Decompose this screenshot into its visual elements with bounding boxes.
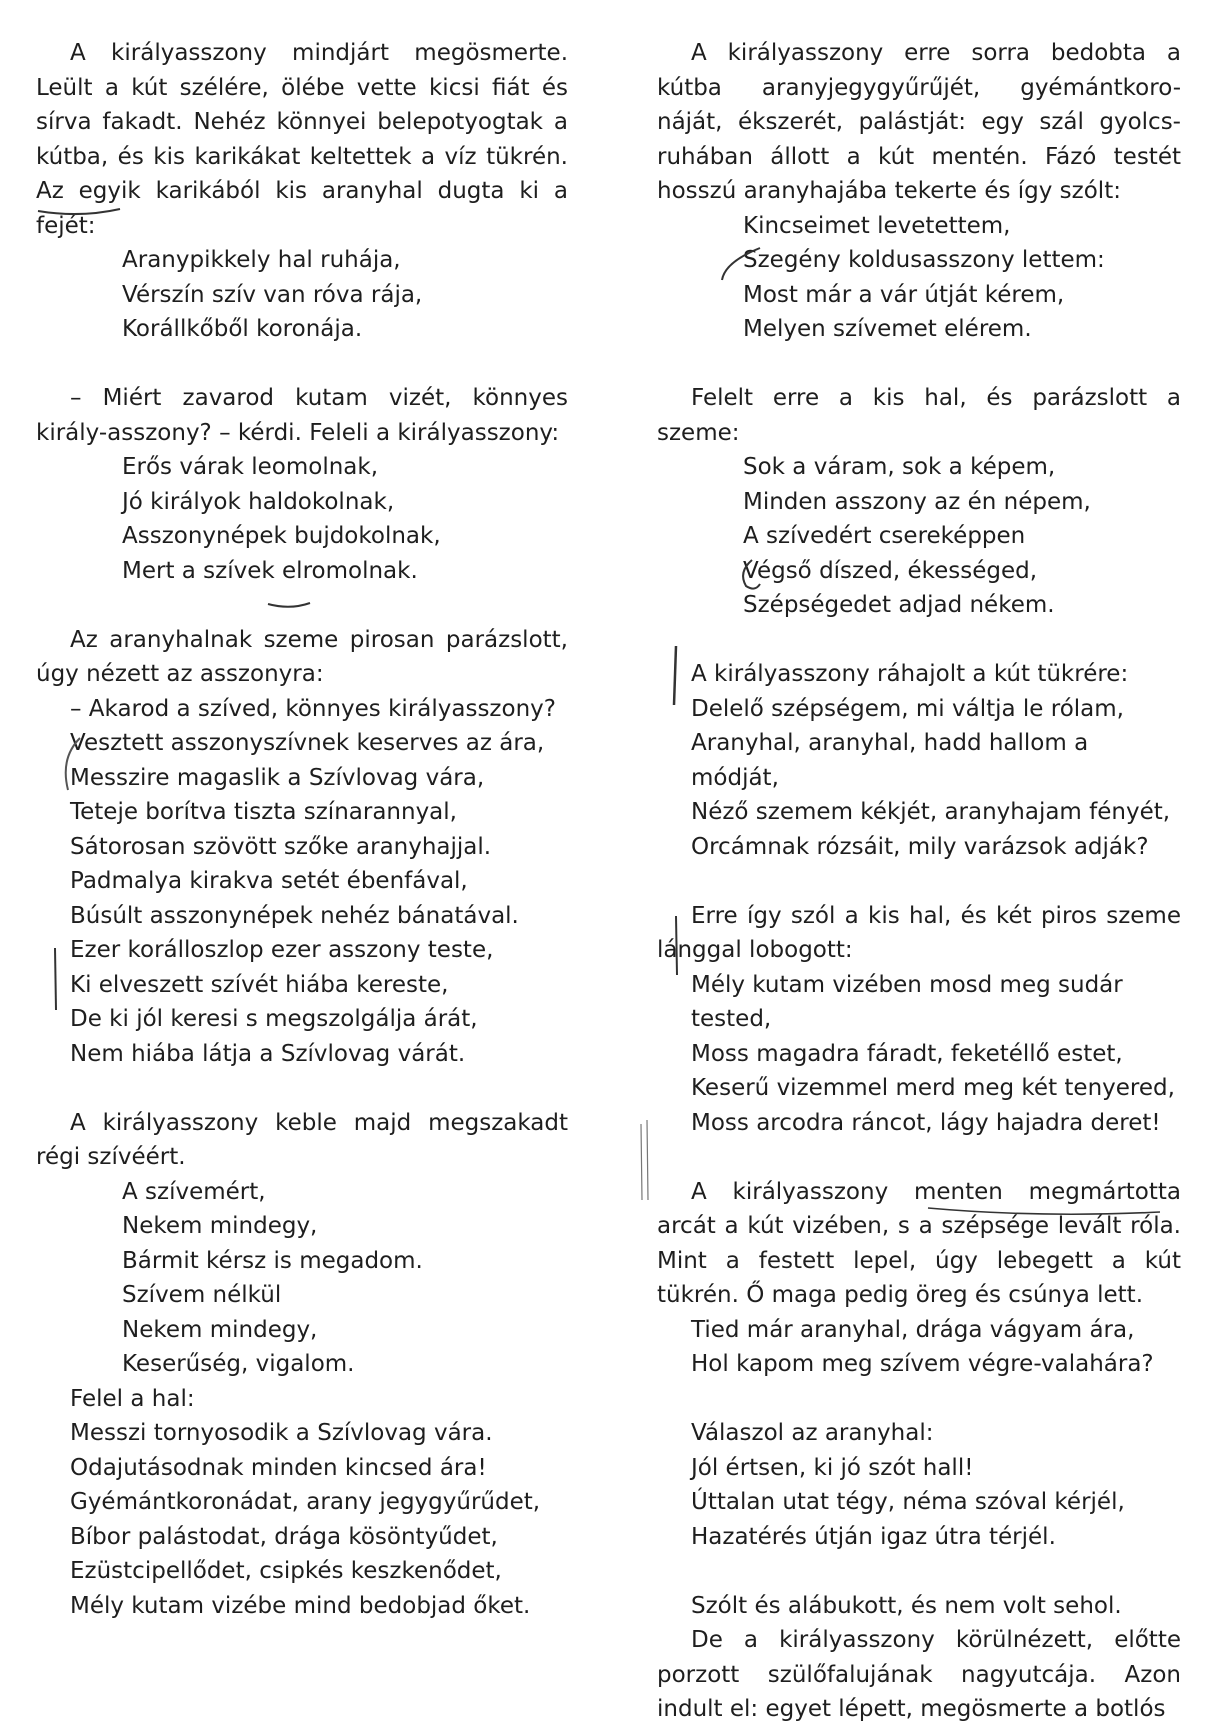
verse-line: Kincseimet levetettem, [743,212,1011,239]
paragraph: A királyasszony menten megmártotta arcát a kút vizében, s a szépsége levált róla. Mint a festett lepel, úgy lebegett a kút tükrén. Ő maga pedig öreg és csúnya lett. [657,1178,1181,1308]
text-line: Válaszol az aranyhal: [691,1420,934,1446]
text-line: Néző szemem kékjét, aranyhajam fényét, [691,799,1171,825]
verse-line: Asszonynépek bujdokolnak, [122,523,441,549]
text-line: Úttalan utat tégy, néma szóval kérjél, [691,1489,1125,1515]
paragraph: – Miért zavarod kutam vizét, könnyes király-asszony? – kérdi. Feleli a királyasszony: [36,385,568,446]
text-line: Delelő szépségem, mi váltja le rólam, [691,695,1124,722]
paragraph: Erre így szól a kis hal, és két piros szeme lánggal lobogott: [657,902,1181,963]
verse-line: A szívemért, [122,1178,266,1205]
verse-line: Erős várak leomolnak, [122,454,379,480]
verse-line: Nekem mindegy, [122,1316,318,1343]
text-line: Ki elveszett szívét hiába kereste, [70,971,449,998]
left-column [36,36,568,1623]
text-line: Mély kutam vizébe mind bedobjad őket. [70,1592,531,1619]
text-line: Moss magadra fáradt, feketéllő estet, [691,1040,1123,1067]
text-line: Padmalya kirakva setét ébenfával, [70,868,468,894]
text-line: Messzire magaslik a Szívlovag vára, [70,764,485,791]
text-line: Felel a hal: [70,1385,195,1412]
stanza-gap [657,1554,1181,1589]
paragraph: Az aranyhalnak szeme pirosan parázslott, úgy nézett az asszonyra: [36,626,568,687]
stanza-gap [657,347,1181,382]
verse-line: Nekem mindegy, [122,1213,318,1239]
paragraph: Felelt erre a kis hal, és parázslott a szeme: [657,385,1181,446]
text-line: Nem hiába látja a Szívlovag várát. [70,1040,466,1067]
stanza-gap [36,1071,568,1106]
text-line: Bíbor palástodat, drága kösöntyűdet, [70,1523,498,1550]
side-line-mark [641,1120,648,1200]
paragraph: A királyasszony mindjárt megösmerte. Leült a kút szélére, ölébe vette kicsi fiát és sírva fakadt. Nehéz könnyei belepotyogtak a kútba, és kis karikákat keltettek a víz tükrén. Az egyik karikából kis aranyhal dugta ki a fejét: [36,40,568,239]
text-line: Hol kapom meg szívem végre-valahára? [691,1351,1154,1377]
right-column [657,36,1181,1727]
text-line: Messzi tornyosodik a Szívlovag vára. [70,1420,493,1446]
text-line: Ezer korálloszlop ezer asszony teste, [70,937,494,963]
stanza-gap [657,1140,1181,1175]
verse-line: Szépségedet adjad nékem. [743,592,1055,618]
stanza-gap [36,347,568,382]
verse-line: Jó királyok haldokolnak, [122,488,395,515]
verse-line: Most már a vár útját kérem, [743,281,1065,308]
verse-line: Korállkőből koronája. [122,316,363,342]
text-line: Moss arcodra ráncot, lágy hajadra deret! [691,1109,1161,1136]
verse-line: Mert a szívek elromolnak. [122,557,418,584]
verse-line: Vérszín szív van róva rája, [122,281,423,308]
text-line: Búsúlt asszonynépek nehéz bánatával. [70,902,519,929]
text-line: Teteje borítva tiszta színarannyal, [70,799,457,825]
text-line: – Akarod a szíved, könnyes királyasszony? [70,695,556,722]
verse-line: Végső díszed, ékességed, [743,557,1038,584]
text-line: Mély kutam vizében mosd meg sudár tested, [691,971,1123,1032]
verse-line: Szívem nélkül [122,1282,282,1308]
verse-line: Sok a váram, sok a képem, [743,454,1056,480]
text-line: Hazatérés útján igaz útra térjél. [691,1523,1056,1550]
verse-line: A szívedért csereképpen [743,523,1026,549]
verse-line: Melyen szívemet elérem. [743,316,1032,342]
stanza-gap [36,588,568,623]
verse-line: Bármit kérsz is megadom. [122,1247,423,1274]
verse-line: Minden asszony az én népem, [743,488,1091,515]
text-line: Orcámnak rózsáit, mily varázsok adják? [691,833,1149,860]
paragraph: A királyasszony keble majd megszakadt régi szívéért. [36,1109,568,1170]
text-line: Vesztett asszonyszívnek keserves az ára, [70,730,545,756]
text-line: Sátorosan szövött szőke aranyhajjal. [70,833,492,860]
text-line: Keserű vizemmel merd meg két tenyered, [691,1075,1175,1101]
stanza-gap [657,864,1181,899]
text-line: De ki jól keresi s megszolgálja árát, [70,1006,478,1032]
text-line: Tied már aranyhal, drága vágyam ára, [691,1316,1135,1343]
text-line: Szólt és alábukott, és nem volt sehol. [691,1592,1122,1619]
verse-line: Szegény koldusasszony lettem: [743,247,1105,273]
text-line: Gyémántkoronádat, arany jegygyűrűdet, [70,1489,541,1515]
text-line: Jól értsen, ki jó szót hall! [691,1454,974,1481]
stanza-gap [657,1382,1181,1417]
paragraph: A királyasszony ráhajolt a kút tükrére: [691,661,1129,687]
text-line: Odajutásodnak minden kincsed ára! [70,1454,487,1481]
paragraph: De a királyasszony körülnézett, előtte porzott szülőfalujának nagyutcája. Azon indult el: egyet lépett, megösmerte a botlós [657,1627,1181,1722]
verse-line: Aranypikkely hal ruhája, [122,247,401,273]
text-line: Ezüstcipellődet, csipkés keszkenődet, [70,1558,502,1584]
stanza-gap [657,623,1181,658]
text-line: Aranyhal, aranyhal, hadd hallom a módját, [691,730,1089,791]
paragraph: A királyasszony erre sorra bedobta a kútba aranyjegygyűrűjét, gyémántkoro-náját, ékszerét, palástját: egy szál gyolcs-ruhában állott a kút mentén. Fázó testét hosszú aranyhajába tekerte és így szólt: [657,40,1181,204]
verse-line: Keserűség, vigalom. [122,1351,355,1377]
